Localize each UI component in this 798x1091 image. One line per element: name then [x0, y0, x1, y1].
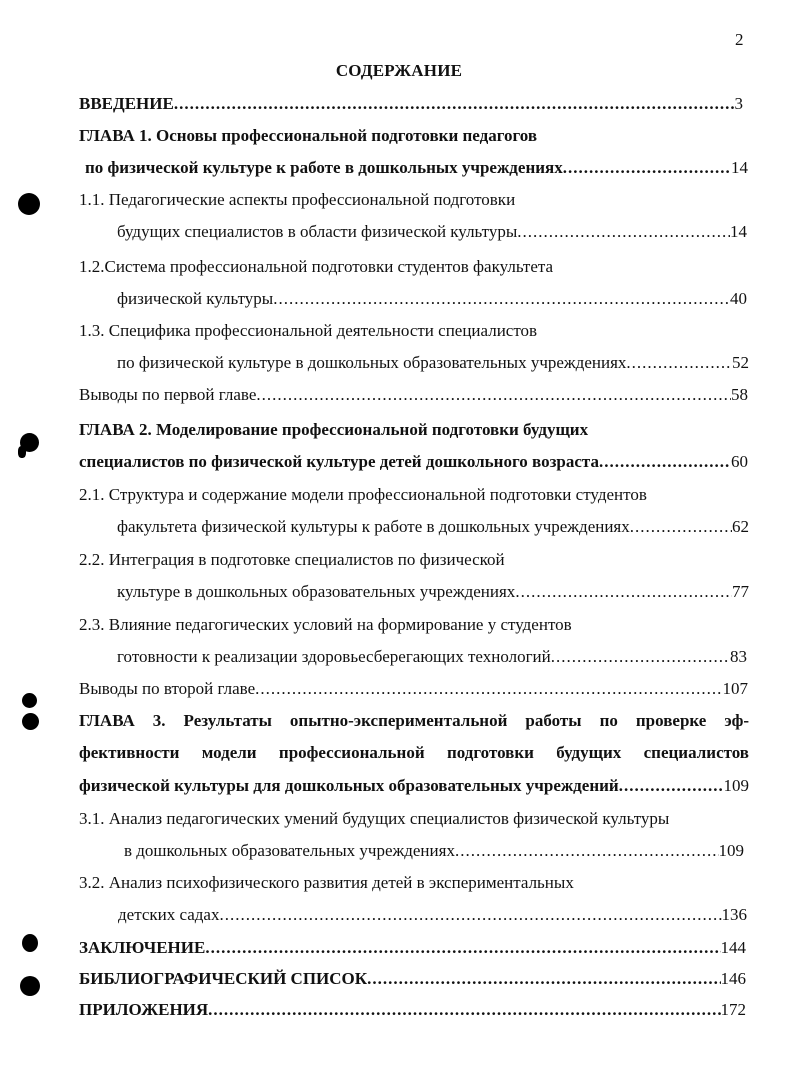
toc-entry-chapter2-line1 — [79, 419, 588, 441]
toc-entry-conclusion-ch2 — [79, 678, 748, 700]
toc-page-number: 146 — [720, 969, 746, 988]
toc-entry-bibliography — [79, 968, 746, 990]
toc-entry-chapter3-line1 — [79, 710, 749, 732]
toc-entry-chapter2 — [79, 451, 748, 473]
toc-entry-2-2-line1 — [79, 549, 505, 571]
dot-leader — [256, 384, 731, 406]
toc-entry-intro — [79, 93, 743, 115]
toc-page-number: 83 — [730, 647, 747, 666]
dot-leader — [563, 157, 731, 179]
toc-entry-title: Выводы по второй главе — [79, 679, 256, 698]
toc-entry-title: детских садах — [118, 905, 220, 924]
dot-leader — [626, 352, 732, 374]
toc-entry-2-2 — [117, 581, 749, 603]
toc-entry-chapter3 — [79, 775, 749, 797]
toc-entry-conclusion-ch1 — [79, 384, 748, 406]
toc-entry-title: БИБЛИОГРАФИЧЕСКИЙ СПИСОК — [79, 969, 368, 988]
toc-entry-title: ЗАКЛЮЧЕНИЕ — [79, 938, 206, 957]
binding-hole-mark — [18, 446, 26, 458]
toc-page-number: 172 — [720, 1000, 746, 1019]
toc-entry-title: ГЛАВА 1. Основы профессиональной подготовки педагогов — [79, 126, 538, 145]
toc-entry-1-2-line1 — [79, 256, 553, 278]
dot-leader — [619, 775, 724, 797]
binding-hole-mark — [22, 693, 37, 708]
dot-leader — [515, 581, 732, 603]
dot-leader — [517, 221, 730, 243]
toc-page-number: 60 — [731, 452, 748, 471]
toc-entry-title: 1.1. Педагогические аспекты профессиональной подготовки — [79, 190, 516, 209]
toc-entry-2-1 — [117, 516, 749, 538]
toc-page-number: 3 — [734, 94, 743, 113]
toc-entry-title: ПРИЛОЖЕНИЯ — [79, 1000, 209, 1019]
toc-page-number: 58 — [731, 385, 748, 404]
toc-entry-3-1-line1 — [79, 808, 669, 830]
page-number: 2 — [735, 30, 744, 49]
toc-entry-title: по физической культуре в дошкольных образовательных учреждениях — [117, 353, 627, 372]
toc-entry-title: в дошкольных образовательных учреждениях — [124, 841, 455, 860]
toc-entry-3-2 — [118, 904, 747, 926]
dot-leader — [273, 288, 730, 310]
toc-entry-1-1 — [117, 221, 747, 243]
toc-entry-title: 3.2. Анализ психофизического развития детей в экспериментальных — [79, 873, 574, 892]
toc-page-number: 40 — [730, 289, 747, 308]
toc-entry-title: специалистов по физической культуре детей дошкольного возраста — [79, 452, 599, 471]
dot-leader — [599, 451, 731, 473]
toc-entry-1-3 — [117, 352, 749, 374]
dot-leader — [367, 968, 720, 990]
toc-entry-title: будущих специалистов в области физической культуры — [117, 222, 518, 241]
toc-entry-conclusion — [79, 937, 746, 959]
toc-entry-2-3-line1 — [79, 614, 572, 636]
dot-leader — [205, 937, 720, 959]
toc-entry-title: 2.1. Структура и содержание модели профессиональной подготовки студентов — [79, 485, 647, 504]
toc-entry-1-2 — [117, 288, 747, 310]
binding-hole-mark — [20, 976, 40, 996]
toc-page-number: 62 — [732, 517, 749, 536]
page-title: СОДЕРЖАНИЕ — [335, 61, 463, 80]
toc-entry-title: 2.2. Интеграция в подготовке специалистов по физической — [79, 550, 505, 569]
toc-entry-title: фективности модели профессиональной подготовки будущих специалистов — [79, 743, 749, 762]
dot-leader — [174, 93, 735, 115]
toc-entry-chapter1 — [85, 157, 748, 179]
toc-entry-title: культуре в дошкольных образовательных учреждениях — [117, 582, 516, 601]
toc-page-number: 14 — [730, 222, 747, 241]
dot-leader — [455, 840, 719, 862]
toc-page-number: 52 — [732, 353, 749, 372]
toc-entry-title: факультета физической культуры к работе в дошкольных учреждениях — [117, 517, 630, 536]
toc-page-number: 136 — [721, 905, 747, 924]
toc-entry-1-3-line1 — [79, 320, 537, 342]
toc-entry-title: Выводы по первой главе — [79, 385, 257, 404]
dot-leader — [208, 999, 720, 1021]
toc-entry-2-1-line1 — [79, 484, 647, 506]
binding-hole-mark — [18, 193, 40, 215]
toc-entry-title: 1.3. Специфика профессиональной деятельности специалистов — [79, 321, 538, 340]
toc-page-number: 109 — [723, 776, 749, 795]
toc-entry-chapter1-line1 — [79, 125, 537, 147]
toc-entry-title: готовности к реализации здоровьесберегающих технологий — [117, 647, 551, 666]
toc-entry-title: ГЛАВА 3. Результаты опытно-экспериментальной работы по проверке эф- — [79, 711, 749, 730]
toc-entry-title: 1.2.Система профессиональной подготовки студентов факультета — [79, 257, 554, 276]
toc-page-number: 144 — [720, 938, 746, 957]
toc-entry-title: по физической культуре к работе в дошкольных учреждениях — [85, 158, 563, 177]
toc-entry-1-1-line1 — [79, 189, 515, 211]
toc-entry-title: физической культуры для дошкольных образовательных учреждений — [79, 776, 619, 795]
dot-leader — [551, 646, 730, 668]
dot-leader — [255, 678, 722, 700]
toc-entry-title: 3.1. Анализ педагогических умений будущих специалистов физической культуры — [79, 809, 670, 828]
toc-entry-title: ВВЕДЕНИЕ — [79, 94, 174, 113]
toc-entry-chapter3-line2 — [79, 742, 749, 764]
toc-entry-title: ГЛАВА 2. Моделирование профессиональной подготовки будущих — [79, 420, 589, 439]
toc-entry-appendix — [79, 999, 746, 1021]
toc-entry-3-2-line1 — [79, 872, 574, 894]
toc-page-number: 109 — [718, 841, 744, 860]
dot-leader — [219, 904, 721, 926]
toc-page-number: 107 — [722, 679, 748, 698]
binding-hole-mark — [22, 713, 39, 730]
dot-leader — [630, 516, 732, 538]
toc-entry-title: 2.3. Влияние педагогических условий на формирование у студентов — [79, 615, 572, 634]
binding-hole-mark — [22, 934, 38, 952]
toc-page-number: 14 — [731, 158, 748, 177]
toc-entry-3-1 — [124, 840, 744, 862]
toc-page-number: 77 — [732, 582, 749, 601]
toc-entry-title: физической культуры — [117, 289, 274, 308]
toc-entry-2-3 — [117, 646, 747, 668]
